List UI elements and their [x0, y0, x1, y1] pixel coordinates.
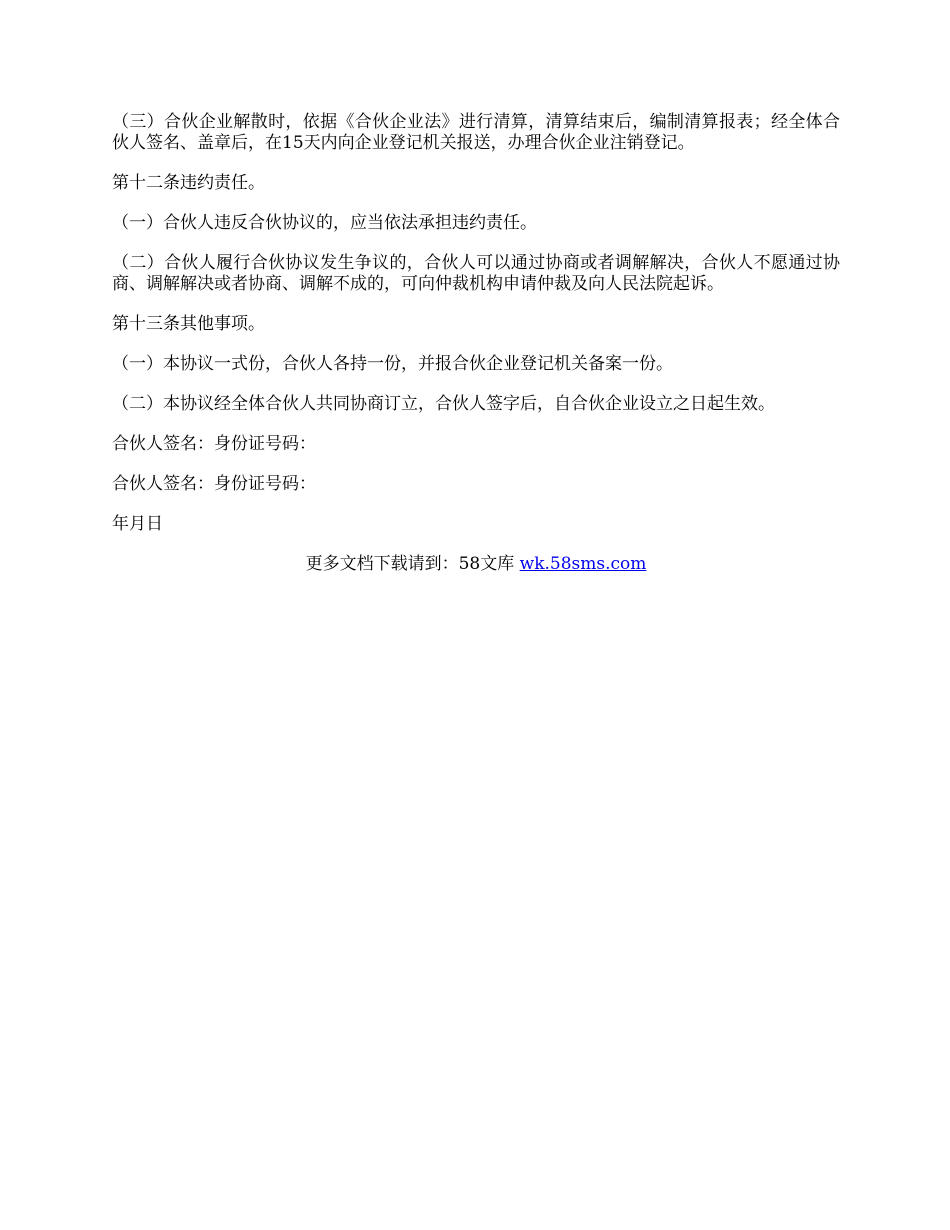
- article-13-item-1: （一）本协议一式份，合伙人各持一份，并报合伙企业登记机关备案一份。: [112, 354, 673, 374]
- document-page: [112, 112, 840, 575]
- article-12-item-2: （二）合伙人履行合伙协议发生争议的，合伙人可以通过协商或者调解解决，合伙人不愿通过协商、调解解决或者协商、调解不成的，可向仲裁机构申请仲裁及向人民法院起诉。: [112, 253, 840, 294]
- footer-text: 更多文档下载请到：58文库: [305, 554, 520, 574]
- date-line: 年月日: [112, 514, 163, 534]
- download-footer: [112, 554, 840, 575]
- clause-dissolution-liquidation: （三）合伙企业解散时，依据《合伙企业法》进行清算，清算结束后，编制清算报表；经全体合伙人签名、盖章后，在15天内向企业登记机关报送，办理合伙企业注销登记。: [112, 112, 840, 153]
- partner-signature-line-2: 合伙人签名：身份证号码：: [112, 474, 316, 494]
- article-13-item-2: （二）本协议经全体合伙人共同协商订立，合伙人签字后，自合伙企业设立之日起生效。: [112, 394, 775, 414]
- article-12-item-1: （一）合伙人违反合伙协议的，应当依法承担违约责任。: [112, 213, 537, 233]
- article-12-heading: 第十二条违约责任。: [112, 173, 265, 193]
- footer-link[interactable]: wk.58sms.com: [519, 554, 647, 574]
- partner-signature-line-1: 合伙人签名：身份证号码：: [112, 434, 316, 454]
- article-13-heading: 第十三条其他事项。: [112, 314, 265, 334]
